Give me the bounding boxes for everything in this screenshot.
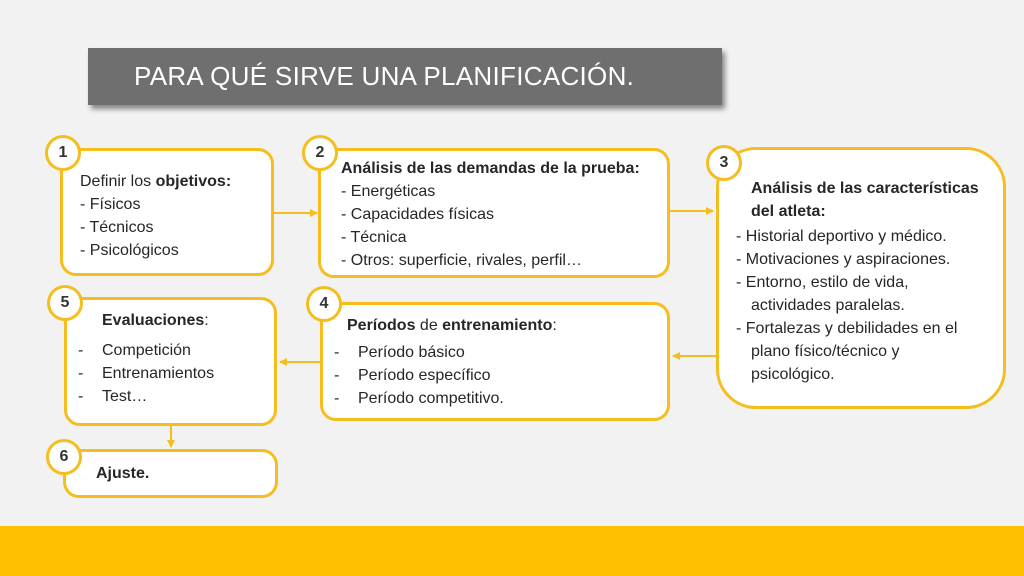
step-5-heading-end: : [204,312,209,329]
step-5-item: Competición [102,342,191,359]
step-4-dash: - [334,367,340,384]
step-5-heading [102,309,209,332]
step-1-number: 1 [45,135,81,171]
step-3-item: actividades paralelas. [751,297,905,314]
step-1-item: - Técnicos [80,219,154,236]
step-3-heading-line1: Análisis de las características [751,180,979,197]
step-4-heading-end: : [552,317,557,334]
step-4-heading-mid: de [415,317,443,334]
step-6-number: 6 [46,439,82,475]
step-1-heading [80,170,231,193]
step-3-item: plano físico/técnico y [751,343,900,360]
step-2-item: - Técnica [341,229,407,246]
step-3-item: - Historial deportivo y médico. [736,228,947,245]
step-4-number: 4 [306,286,342,322]
step-6-heading: Ajuste. [96,465,150,482]
step-2-number: 2 [302,135,338,171]
step-5-heading-bold: Evaluaciones [102,312,205,329]
step-1-heading-bold: objetivos: [155,173,232,190]
step-4-item: Período básico [358,344,465,361]
step-4-item: Período competitivo. [358,390,504,407]
step-4-dash: - [334,390,340,407]
step-3-number: 3 [706,145,742,181]
bottom-band [0,526,1024,576]
step-2-item: - Energéticas [341,183,436,200]
step-5-dash: - [78,388,84,405]
step-5-dash: - [78,365,84,382]
step-4-heading-bold-2: entrenamiento [442,317,553,334]
step-3-item: - Motivaciones y aspiraciones. [736,251,951,268]
step-1-heading-prefix: Definir los [80,173,156,190]
step-5-dash: - [78,342,84,359]
step-4-item: Período específico [358,367,491,384]
step-5-number: 5 [47,285,83,321]
step-5-item: Entrenamientos [102,365,215,382]
step-3-item: - Fortalezas y debilidades en el [736,320,958,337]
step-3-heading-line2: del atleta: [751,203,826,220]
step-4-dash: - [334,344,340,361]
step-3-item: - Entorno, estilo de vida, [736,274,909,291]
step-2-heading: Análisis de las demandas de la prueba: [341,160,640,177]
step-1-item: - Físicos [80,196,141,213]
step-3-item: psicológico. [751,366,835,383]
step-2-item: - Otros: superficie, rivales, perfil… [341,252,582,269]
page-title: PARA QUÉ SIRVE UNA PLANIFICACIÓN. [134,61,635,91]
step-5-item: Test… [102,388,148,405]
step-1-item: - Psicológicos [80,242,179,259]
step-4-heading-bold-1: Períodos [347,317,416,334]
step-4-heading [347,314,557,337]
step-2-item: - Capacidades físicas [341,206,494,223]
